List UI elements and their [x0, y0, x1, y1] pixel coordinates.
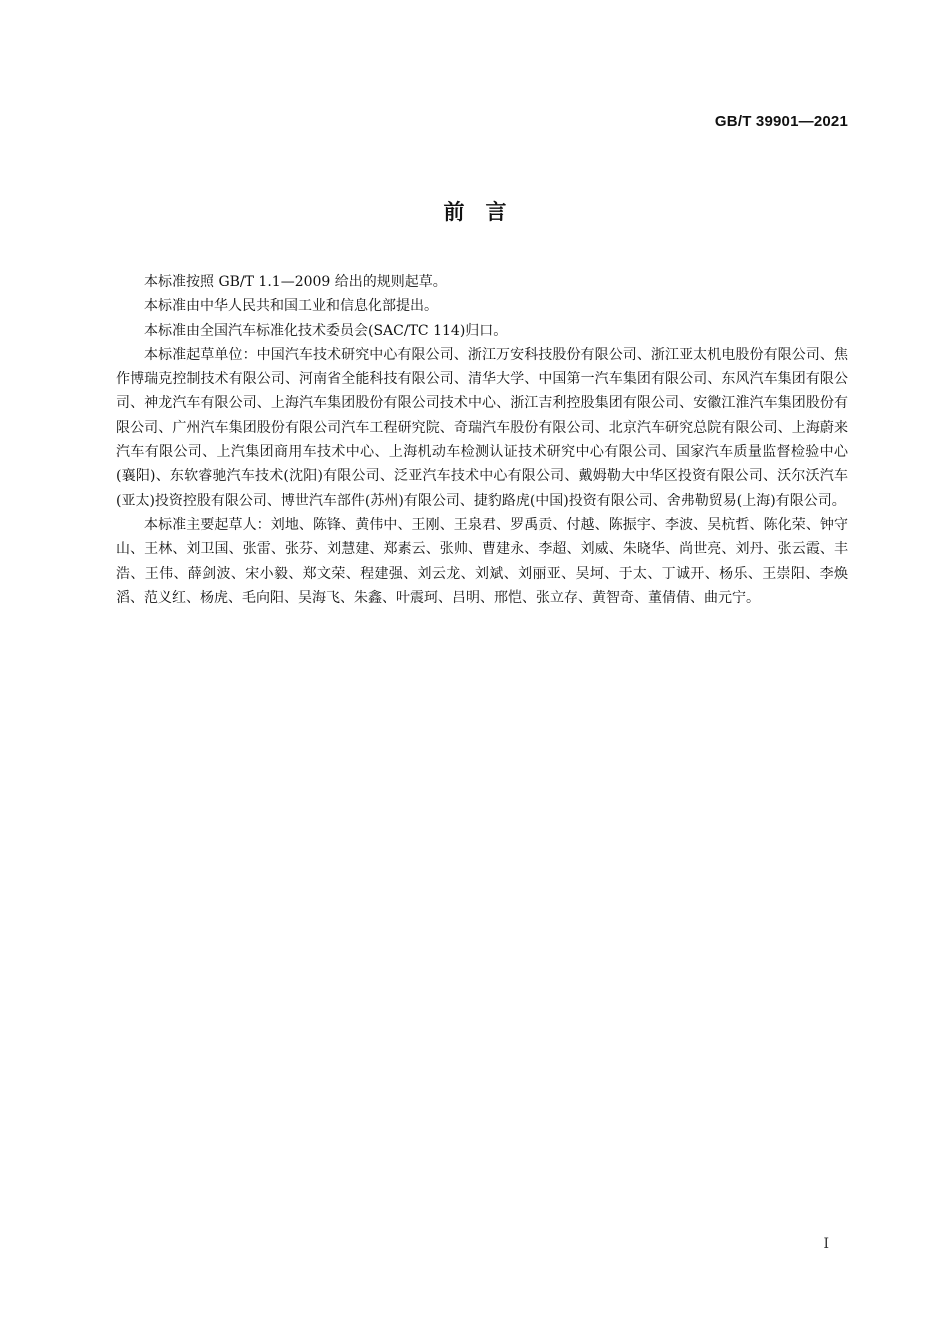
paragraph-drafting-units: 本标准起草单位：中国汽车技术研究中心有限公司、浙江万安科技股份有限公司、浙江亚太机电股份有限公司、焦作博瑞克控制技术有限公司、河南省全能科技有限公司、清华大学、中国第一汽车集团有限公司、东风汽车集团有限公司、神龙汽车有限公司、上海汽车集团股份有限公司技术中心、浙江吉利控股集团有限公司、安徽江淮汽车集团股份有限公司、广州汽车集团股份有限公司汽车工程研究院、奇瑞汽车股份有限公司、北京汽车研究总院有限公司、上海蔚来汽车有限公司、上汽集团商用车技术中心、上海机动车检测认证技术研究中心有限公司、国家汽车质量监督检验中心(襄阳)、东软睿驰汽车技术(沈阳)有限公司、泛亚汽车技术中心有限公司、戴姆勒大中华区投资有限公司、沃尔沃汽车(亚太)投资控股有限公司、博世汽车部件(苏州)有限公司、捷豹路虎(中国)投资有限公司、舍弗勒贸易(上海)有限公司。 [116, 346, 848, 509]
paragraph-drafters: 本标准主要起草人：刘地、陈锋、黄伟中、王刚、王泉君、罗禹贡、付越、陈振宇、李波、吴杭哲、陈化荣、钟守山、王林、刘卫国、张雷、张芬、刘慧建、郑素云、张帅、曹建永、李超、刘威、朱晓华、尚世亮、刘丹、张云霞、丰浩、王伟、薛剑波、宋小毅、郑文荣、程建强、刘云龙、刘斌、刘丽亚、吴坷、于太、丁诚开、杨乐、王崇阳、李焕滔、范义红、杨虎、毛向阳、吴海飞、朱鑫、叶震珂、吕明、邢恺、张立存、黄智奇、董倩倩、曲元宁。 [116, 516, 848, 606]
paragraph-proposer: 本标准由中华人民共和国工业和信息化部提出。 [144, 298, 438, 315]
paragraph-committee: 本标准由全国汽车标准化技术委员会(SAC/TC 114)归口。 [144, 322, 508, 339]
page-number: I [823, 1236, 829, 1252]
page-title: 前 言 [443, 200, 507, 224]
standard-number: GB/T 39901—2021 [714, 113, 848, 130]
document-body [116, 270, 848, 610]
paragraph-drafting-rules: 本标准按照 GB/T 1.1—2009 给出的规则起草。 [144, 274, 447, 290]
